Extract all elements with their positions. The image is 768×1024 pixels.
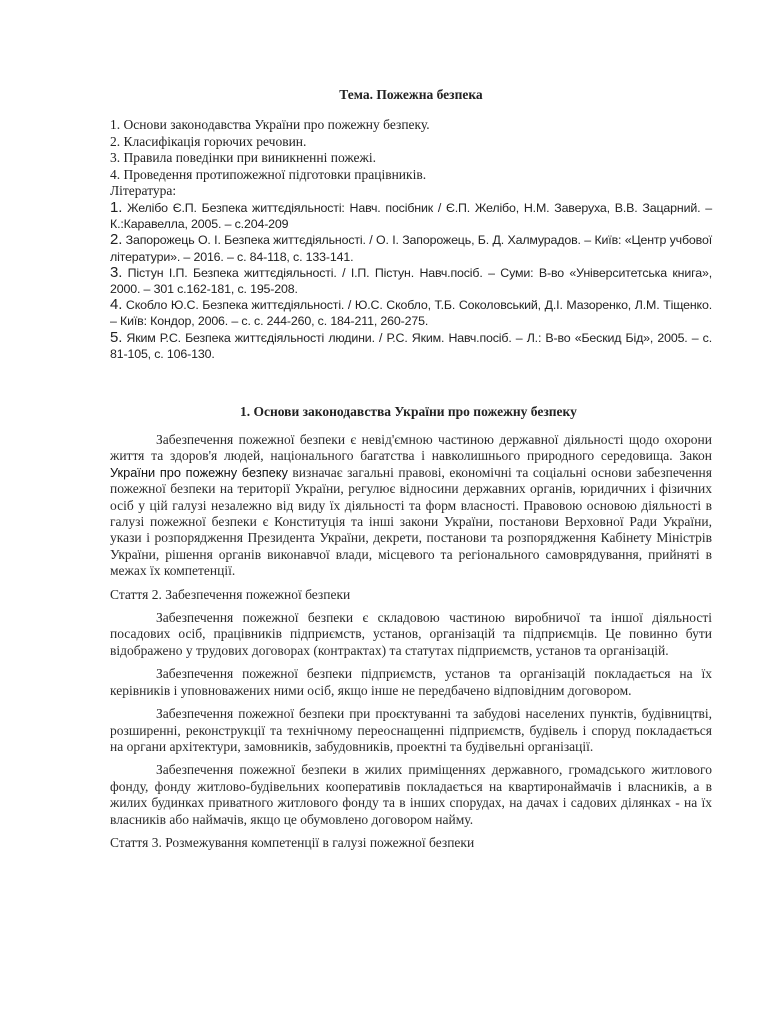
paragraph-text: Забезпечення пожежної безпеки є невід'ємною частиною державної діяльності щодо охорони життя та здоров'я людей, національного багатства і навколишнього природного середовища. Закон [110, 432, 712, 464]
literature-number: 1. [110, 198, 123, 216]
article-heading: Стаття 2. Забезпечення пожежної безпеки [110, 586, 351, 602]
law-name: України про пожежну безпеку [110, 464, 288, 480]
plan-item: 4. Проведення протипожежної підготовки працівників. [110, 166, 427, 182]
literature-text: Пістун І.П. Безпека життєдіяльності. / І.П. Пістун. Навч.посіб. – Суми: В-во «Університетська книга», 2000. – 301 с.162-181, с. 195-208. [110, 265, 712, 296]
plan-item: 1. Основи законодавства України про пожежну безпеку. [110, 117, 430, 132]
paragraph: Забезпечення пожежної безпеки є складовою частиною виробничої та іншої діяльності посадових осіб, працівників підприємств, установ, організацій та підприємців. Це повинно бути відображено у трудових договорах (контрактах) та статутах підприємств, установ та організацій. [110, 610, 712, 658]
paragraph: Забезпечення пожежної безпеки при проєктуванні та забудові населених пунктів, будівництві, розширенні, реконструкції та технічному переоснащенні підприємств, будівель і споруд покладається на органи архітектури, замовників, забудовників, проектні та будівельні організації. [110, 706, 712, 754]
page-title: Тема. Пожежна безпека [339, 87, 483, 102]
literature-number: 2. [110, 231, 123, 249]
article-heading: Стаття 3. Розмежування компетенції в галузі пожежної безпеки [110, 834, 475, 850]
literature-number: 4. [110, 296, 123, 314]
literature-list [110, 200, 712, 362]
document-page [110, 86, 712, 858]
paragraph-text: визначає загальні правові, економічні та соціальні основи забезпечення пожежної безпеки на території України, регулює відносини державних органів, юридичних і фізичних осіб у цій галузі незалежно від виду їх діяльності та форм власності. Правовою основою діяльності в галузі пожежної безпеки є Конституція та інші закони України, постанови Верховної Ради України, укази і розпорядження Президента України, декрети, постанови та розпорядження Кабінету Міністрів України, рішення органів виконавчої влади, місцевого та регіонального самоврядування, прийняті в межах їх компетенції. [110, 464, 712, 579]
paragraph [110, 432, 712, 580]
literature-text: Запорожець О. І. Безпека життєдіяльності. / О. І. Запорожець, Б. Д. Халмурадов. – Київ: «Центр учбової літератури». – 2016. – с. 84-118, с. 133-141. [110, 233, 712, 264]
literature-text: Скобло Ю.С. Безпека життєдіяльності. / Ю.С. Скобло, Т.Б. Соколовський, Д.І. Мазоренко, Л.М. Тіщенко. – Київ: Кондор, 2006. – с. с. 244-260, с. 184-211, 260-275. [110, 298, 712, 329]
literature-item [110, 330, 712, 362]
literature-text: Желібо Є.П. Безпека життєдіяльності: Навч. посібник / Є.П. Желібо, Н.М. Заверуха, В.В. Зацарний. – К.:Каравелла, 2005. – с.204-209 [110, 200, 713, 232]
literature-item [110, 265, 712, 297]
literature-number: 3. [110, 263, 123, 281]
paragraph: Забезпечення пожежної безпеки підприємств, установ та організацій покладається на їх керівників і уповноважених ними осіб, якщо інше не передбачено відповідним договором. [110, 666, 712, 698]
literature-text: Яким Р.С. Безпека життєдіяльності людини. / Р.С. Яким. Навч.посіб. – Л.: В-во «Бескид Бід», 2005. – с. 81-105, с. 106-130. [110, 330, 712, 361]
literature-item [110, 232, 712, 264]
literature-item [110, 200, 712, 232]
plan-item: 2. Класифікація горючих речовин. [110, 133, 307, 149]
section-heading: 1. Основи законодавства України про пожежну безпеку [240, 404, 577, 419]
topic-plan [110, 117, 712, 200]
literature-item [110, 297, 712, 329]
literature-label: Література: [110, 183, 177, 199]
plan-item: 3. Правила поведінки при виникненні пожежі. [110, 150, 376, 166]
paragraph: Забезпечення пожежної безпеки в жилих приміщеннях державного, громадського житлового фонду, фонду житлово-будівельних кооперативів покладається на квартиронаймачів і власників, а в жилих будинках приватного житлового фонду та в інших спорудах, на дачах і садових ділянках - на їх власників або наймачів, якщо це обумовлено договором найму. [110, 762, 712, 827]
literature-number: 5. [110, 328, 123, 346]
